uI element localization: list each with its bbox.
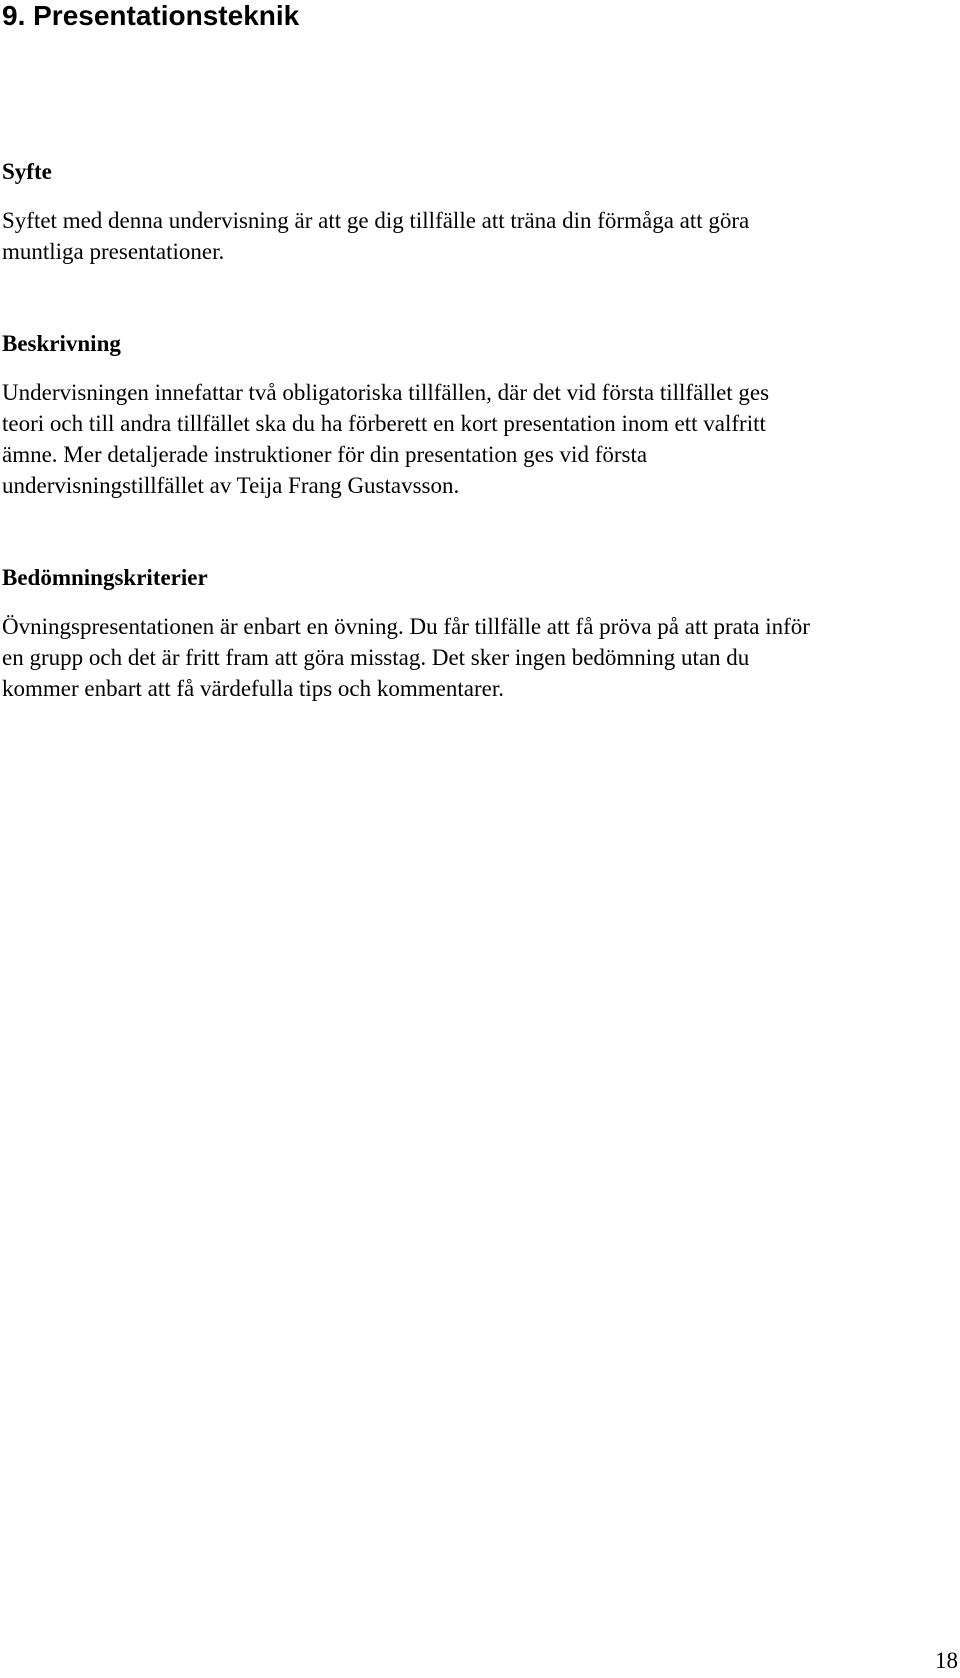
text-line: muntliga presentationer. [2, 239, 225, 264]
text-line: ämne. Mer detaljerade instruktioner för din presentation ges vid första [2, 442, 648, 467]
text-line: undervisningstillfället av Teija Frang Gustavsson. [2, 473, 460, 498]
section-body-beskrivning [2, 377, 769, 501]
section-heading-beskrivning: Beskrivning [2, 331, 121, 356]
text-line: en grupp och det är fritt fram att göra misstag. Det sker ingen bedömning utan du [2, 645, 750, 670]
section-heading-syfte: Syfte [2, 159, 52, 184]
chapter-title: 9. Presentationsteknik [2, 0, 300, 31]
text-line: Övningspresentationen är enbart en övning. Du får tillfälle att få pröva på att prata inför [2, 614, 810, 639]
section-heading-bedomningskriterier: Bedömningskriterier [2, 565, 208, 590]
section-body-bedomningskriterier [2, 611, 810, 704]
text-line: kommer enbart att få värdefulla tips och kommentarer. [2, 676, 504, 701]
section-body-syfte [2, 205, 749, 267]
text-line: Syftet med denna undervisning är att ge dig tillfälle att träna din förmåga att göra [2, 208, 750, 233]
page-number: 18 [935, 1648, 958, 1673]
text-line: teori och till andra tillfället ska du ha förberett en kort presentation inom ett valfritt [2, 411, 766, 436]
text-line: Undervisningen innefattar två obligatoriska tillfällen, där det vid första tillfället ges [2, 380, 770, 405]
